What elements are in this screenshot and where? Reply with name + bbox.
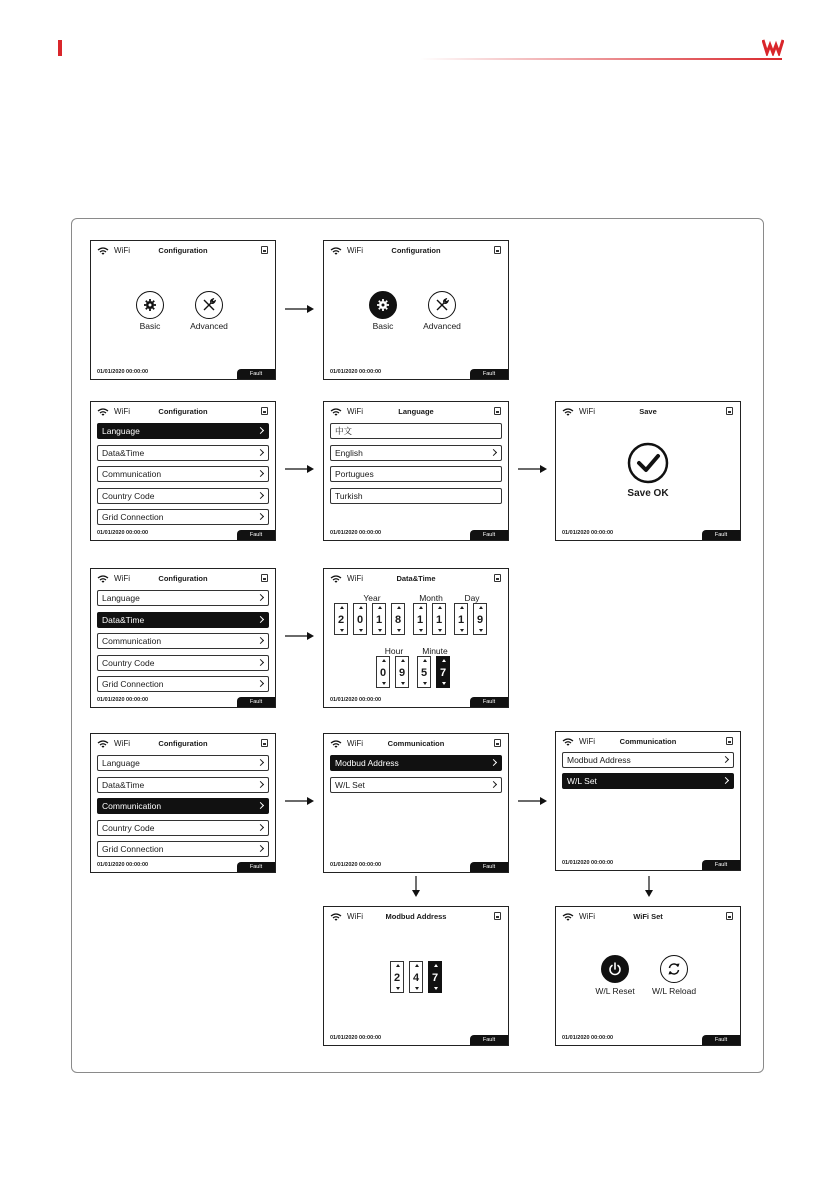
battery-icon [261, 574, 268, 582]
chevron-right-icon [257, 470, 264, 477]
status-bar [91, 241, 275, 261]
date-readout: 01/01/2020 00:00:00 [330, 530, 382, 536]
chevron-right-icon [257, 637, 264, 644]
date-readout: 01/01/2020 00:00:00 [97, 530, 149, 536]
chevron-right-icon [257, 824, 264, 831]
language-option-english[interactable]: English [330, 445, 502, 461]
month-digit[interactable]: 1 [432, 603, 446, 635]
status-bar [324, 402, 508, 422]
chevron-right-icon [257, 513, 264, 520]
wl-reset-label: W/L Reset [595, 986, 635, 996]
screen-title: Configuration [158, 739, 208, 748]
battery-icon [261, 739, 268, 747]
battery-icon [494, 407, 501, 415]
minute-label: Minute [422, 646, 448, 656]
date-readout: 01/01/2020 00:00:00 [330, 862, 382, 868]
date-readout: 01/01/2020 00:00:00 [330, 1035, 382, 1041]
battery-icon [726, 912, 733, 920]
fault-badge[interactable]: Fault [470, 697, 508, 707]
arrow-right-icon [285, 631, 315, 641]
date-readout: 01/01/2020 00:00:00 [330, 697, 382, 703]
fault-badge[interactable]: Fault [237, 697, 275, 707]
advanced-button[interactable] [428, 291, 456, 319]
screen-modbud-address [323, 906, 509, 1046]
menu-item-language[interactable]: Language [97, 590, 269, 606]
fault-badge[interactable]: Fault [237, 530, 275, 540]
fault-badge[interactable]: Fault [470, 862, 508, 872]
wifi-label: WiFi [347, 912, 363, 921]
date-readout: 01/01/2020 00:00:00 [562, 530, 614, 536]
wl-reset-button[interactable] [601, 955, 629, 983]
chevron-right-icon [257, 802, 264, 809]
arrow-right-icon [518, 464, 548, 474]
menu-item-date-time[interactable]: Data&Time [97, 777, 269, 793]
arrow-down-icon [411, 876, 421, 898]
menu-item-language[interactable]: Language [97, 423, 269, 439]
chevron-right-icon [490, 759, 497, 766]
year-digit[interactable]: 1 [372, 603, 386, 635]
power-icon [608, 962, 622, 976]
chevron-right-icon [257, 845, 264, 852]
menu-item-grid-connection[interactable]: Grid Connection [97, 509, 269, 525]
wifi-label: WiFi [114, 739, 130, 748]
tools-icon [435, 298, 449, 312]
arrow-right-icon [285, 304, 315, 314]
battery-icon [494, 739, 501, 747]
advanced-label: Advanced [190, 321, 228, 331]
chevron-right-icon [257, 427, 264, 434]
menu-item-date-time[interactable]: Data&Time [97, 445, 269, 461]
checkmark-icon [627, 442, 669, 484]
screen-communication-modbus [323, 733, 509, 873]
menu-item-wl-set[interactable]: W/L Set [562, 773, 734, 789]
basic-button[interactable] [369, 291, 397, 319]
screen-title: WiFi Set [633, 912, 663, 921]
date-readout: 01/01/2020 00:00:00 [97, 697, 149, 703]
chevron-right-icon [257, 594, 264, 601]
wl-reload-button[interactable] [660, 955, 688, 983]
wifi-label: WiFi [114, 246, 130, 255]
screen-configuration-date-time [90, 568, 276, 708]
date-readout: 01/01/2020 00:00:00 [330, 369, 382, 375]
language-option-portugues[interactable]: Portugues [330, 466, 502, 482]
menu-item-modbud-address[interactable]: Modbud Address [562, 752, 734, 768]
address-digit-selected[interactable]: 7 [428, 961, 442, 993]
arrow-right-icon [285, 464, 315, 474]
minute-digit[interactable]: 5 [417, 656, 431, 688]
screen-wifi-set [555, 906, 741, 1046]
screen-configuration-communication [90, 733, 276, 873]
screen-title: Communication [619, 737, 677, 746]
menu-item-modbud-address[interactable]: Modbud Address [330, 755, 502, 771]
screen-title: Configuration [158, 574, 208, 583]
day-label: Day [464, 593, 480, 603]
battery-icon [726, 407, 733, 415]
fault-badge[interactable]: Fault [237, 862, 275, 872]
chevron-right-icon [257, 781, 264, 788]
status-bar [556, 907, 740, 927]
save-ok-message: Save OK [627, 488, 669, 499]
screen-configuration-mode [90, 240, 276, 380]
chevron-right-icon [257, 759, 264, 766]
screen-configuration-language [90, 401, 276, 541]
screen-communication-wl-set [555, 731, 741, 871]
chevron-right-icon [490, 781, 497, 788]
reload-icon [667, 962, 681, 976]
wifi-label: WiFi [579, 737, 595, 746]
menu-item-wl-set[interactable]: W/L Set [330, 777, 502, 793]
screen-title: Language [398, 407, 434, 416]
fault-badge[interactable]: Fault [470, 369, 508, 379]
gear-icon [376, 298, 390, 312]
fault-badge[interactable]: Fault [470, 1035, 508, 1045]
arrow-down-icon [644, 876, 654, 898]
year-digit[interactable]: 0 [353, 603, 367, 635]
gear-icon [143, 298, 157, 312]
screen-date-time [323, 568, 509, 708]
menu-item-communication[interactable]: Communication [97, 466, 269, 482]
month-label: Month [419, 593, 443, 603]
status-bar [91, 402, 275, 422]
chevron-right-icon [722, 777, 729, 784]
screen-title: Configuration [391, 246, 441, 255]
status-bar [91, 569, 275, 589]
arrow-right-icon [285, 796, 315, 806]
year-digit[interactable]: 8 [391, 603, 405, 635]
month-digit[interactable]: 1 [413, 603, 427, 635]
status-bar [324, 734, 508, 754]
fault-badge[interactable]: Fault [237, 369, 275, 379]
year-digit[interactable]: 2 [334, 603, 348, 635]
status-bar [556, 732, 740, 752]
battery-icon [494, 246, 501, 254]
wifi-label: WiFi [579, 912, 595, 921]
battery-icon [726, 737, 733, 745]
language-option-chinese[interactable]: 中文 [330, 423, 502, 439]
chevron-right-icon [257, 492, 264, 499]
date-readout: 01/01/2020 00:00:00 [562, 860, 614, 866]
year-label: Year [363, 593, 381, 603]
wifi-label: WiFi [347, 246, 363, 255]
menu-item-language[interactable]: Language [97, 755, 269, 771]
fault-badge[interactable]: Fault [702, 530, 740, 540]
header-rule [420, 58, 782, 60]
date-readout: 01/01/2020 00:00:00 [97, 369, 149, 375]
status-bar [324, 241, 508, 261]
tools-icon [202, 298, 216, 312]
day-digit[interactable]: 1 [454, 603, 468, 635]
hour-digit[interactable]: 0 [376, 656, 390, 688]
chevron-right-icon [257, 616, 264, 623]
basic-button[interactable] [136, 291, 164, 319]
screen-title: Configuration [158, 407, 208, 416]
status-bar [324, 907, 508, 927]
wifi-label: WiFi [347, 739, 363, 748]
address-digit[interactable]: 4 [409, 961, 423, 993]
wifi-label: WiFi [579, 407, 595, 416]
screen-configuration-basic-selected [323, 240, 509, 380]
fault-badge[interactable]: Fault [702, 860, 740, 870]
date-readout: 01/01/2020 00:00:00 [562, 1035, 614, 1041]
screen-title: Configuration [158, 246, 208, 255]
menu-item-country-code[interactable]: Country Code [97, 655, 269, 671]
fault-badge[interactable]: Fault [702, 1035, 740, 1045]
hour-digit[interactable]: 9 [395, 656, 409, 688]
status-bar [91, 734, 275, 754]
wifi-label: WiFi [347, 407, 363, 416]
minute-digit-selected[interactable]: 7 [436, 656, 450, 688]
screen-language [323, 401, 509, 541]
wl-reload-label: W/L Reload [651, 986, 697, 996]
screen-save [555, 401, 741, 541]
fault-badge[interactable]: Fault [470, 530, 508, 540]
page-accent-mark [58, 40, 62, 56]
chevron-right-icon [490, 449, 497, 456]
menu-item-country-code[interactable]: Country Code [97, 488, 269, 504]
screen-title: Modbud Address [385, 912, 447, 921]
date-readout: 01/01/2020 00:00:00 [97, 862, 149, 868]
battery-icon [494, 912, 501, 920]
language-option-turkish[interactable]: Turkish [330, 488, 502, 504]
battery-icon [261, 246, 268, 254]
status-bar [556, 402, 740, 422]
menu-item-country-code[interactable]: Country Code [97, 820, 269, 836]
wifi-label: WiFi [114, 407, 130, 416]
menu-item-grid-connection[interactable]: Grid Connection [97, 841, 269, 857]
chevron-right-icon [257, 659, 264, 666]
screen-title: Save [639, 407, 657, 416]
wifi-label: WiFi [347, 574, 363, 583]
menu-item-communication[interactable]: Communication [97, 798, 269, 814]
advanced-label: Advanced [423, 321, 461, 331]
menu-item-date-time[interactable]: Data&Time [97, 612, 269, 628]
chevron-right-icon [257, 449, 264, 456]
chevron-right-icon [722, 756, 729, 763]
screen-title: Communication [387, 739, 445, 748]
status-bar [324, 569, 508, 589]
hour-label: Hour [384, 646, 404, 656]
brand-logo-icon [762, 38, 784, 56]
address-digit[interactable]: 2 [390, 961, 404, 993]
menu-item-communication[interactable]: Communication [97, 633, 269, 649]
menu-item-grid-connection[interactable]: Grid Connection [97, 676, 269, 692]
battery-icon [494, 574, 501, 582]
day-digit[interactable]: 9 [473, 603, 487, 635]
wifi-label: WiFi [114, 574, 130, 583]
basic-label: Basic [372, 321, 394, 331]
basic-label: Basic [139, 321, 161, 331]
battery-icon [261, 407, 268, 415]
screen-title: Data&Time [396, 574, 436, 583]
advanced-button[interactable] [195, 291, 223, 319]
chevron-right-icon [257, 680, 264, 687]
arrow-right-icon [518, 796, 548, 806]
